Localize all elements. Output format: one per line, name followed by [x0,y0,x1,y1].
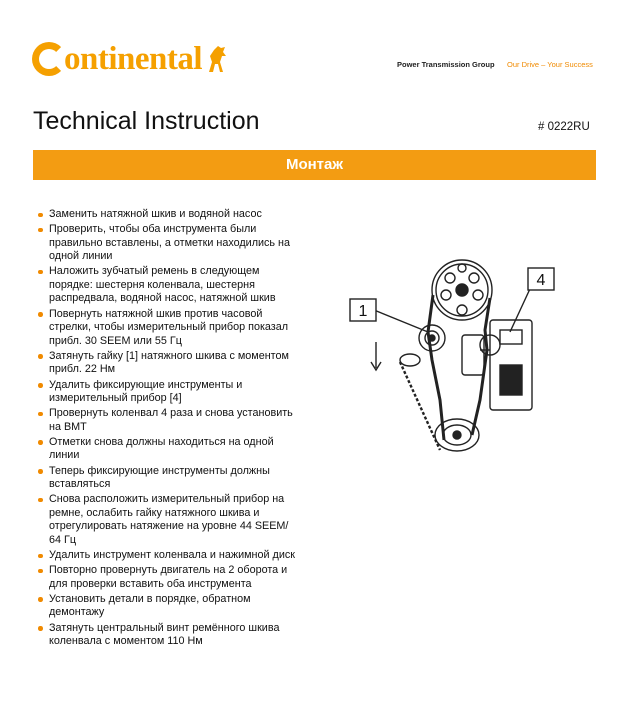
list-item: Затянуть центральный винт ремённого шкива коленвала с моментом 110 Нм [38,622,300,649]
step-list [38,208,300,650]
list-item: Теперь фиксирующие инструменты должны вставляться [38,465,300,492]
callout-4: 4 [536,272,546,289]
list-item: Повторно провернуть двигатель на 2 оборота и для проверки вставить оба инструмента [38,564,300,591]
callout-1: 1 [358,303,368,320]
list-item: Удалить фиксирующие инструменты и измерительный прибор [4] [38,379,300,406]
logo-c-mark [32,42,66,76]
section-header: Монтаж [33,150,596,180]
list-item: Удалить инструмент коленвала и нажимной диск [38,549,300,563]
continental-logo [32,38,228,80]
list-item: Проверить, чтобы оба инструмента были правильно вставлены, а отметки находились на одной линии [38,223,300,264]
list-item: Снова расположить измерительный прибор на ремне, ослабить гайку натяжного шкива и отрегулировать натяжение на уровне 44 SEEM/ 64 Гц [38,493,300,547]
timing-belt-diagram [340,250,580,480]
slogan: Our Drive – Your Success [507,60,593,69]
page-title: Technical Instruction [33,107,260,135]
list-item: Установить детали в порядке, обратном демонтажу [38,593,300,620]
list-item: Повернуть натяжной шкив против часовой стрелки, чтобы измерительный прибор показал прибл. 30 SEEM или 55 Гц [38,308,300,349]
list-item: Затянуть гайку [1] натяжного шкива с моментом прибл. 22 Нм [38,350,300,377]
logo-wordmark: ontinental [64,40,203,77]
horse-icon [206,44,228,74]
list-item: Наложить зубчатый ремень в следующем порядке: шестерня коленвала, шестерня распредвала, водяной насос, натяжной шкив [38,265,300,306]
group-label: Power Transmission Group [397,60,495,69]
list-item: Провернуть коленвал 4 раза и снова установить на ВМТ [38,407,300,434]
list-item: Отметки снова должны находиться на одной линии [38,436,300,463]
list-item: Заменить натяжной шкив и водяной насос [38,208,300,222]
document-number: # 0222RU [538,121,590,133]
